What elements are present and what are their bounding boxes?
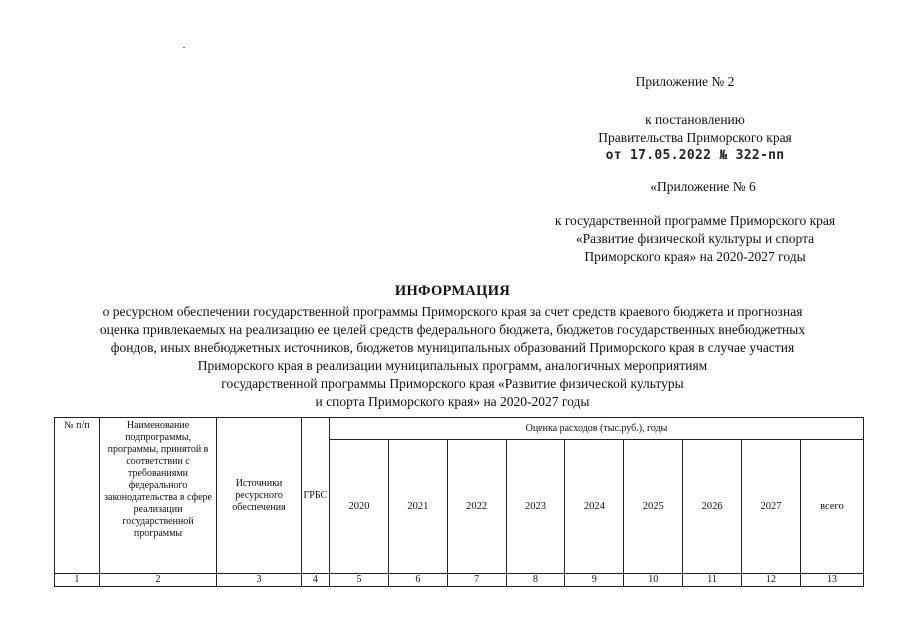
resource-table [54,417,864,587]
year-header: 2026 [683,440,742,574]
year-header: 2022 [447,440,506,574]
year-header: 2023 [506,440,565,574]
program-to-label: к государственной программе Приморского края [554,213,836,228]
index-cell: 8 [506,574,565,587]
index-cell: 11 [683,574,742,587]
subtitle-line: о ресурсном обеспечении государственной программы Приморского края за счет средств краевого бюджета и прогнозная [102,304,803,319]
table-header-row [55,418,864,440]
year-header: 2027 [742,440,801,574]
program-name-line-1: «Развитие физической культуры и спорта [575,231,815,246]
decree-date-number: от 17.05.2022 № 322-пп [605,148,785,163]
subtitle-line: оценка привлекаемых на реализацию ее целей средств федерального бюджета, бюджетов государственных внебюджетных [99,322,806,337]
government-label: Правительства Приморского края [598,130,792,145]
column-header-grbs: ГРБС [301,418,329,574]
document-subtitle [40,303,865,411]
subtitle-line: и спорта Приморского края» на 2020-2027 годы [315,394,590,409]
total-header: всего [800,440,863,574]
index-cell: 6 [388,574,447,587]
index-cell: 1 [55,574,100,587]
subtitle-line: Приморского края в реализации муниципальных программ, аналогичных мероприятиям [197,358,708,373]
index-cell: 9 [565,574,624,587]
index-cell: 7 [447,574,506,587]
year-header: 2025 [624,440,683,574]
table-index-row [55,574,864,587]
index-cell: 3 [217,574,301,587]
program-name-line-2: Приморского края» на 2020-2027 годы [584,249,806,264]
index-cell: 12 [742,574,801,587]
appendix-2-label: Приложение № 2 [635,74,735,89]
column-header-name: Наименование подпрограммы, программы, принятой в соответствии с требованиями федерального законодательства в сфере реализации государственной программы [99,418,217,574]
scan-speck [183,47,185,48]
index-cell: 13 [800,574,863,587]
subtitle-line: государственной программы Приморского края «Развитие физической культуры [221,376,684,391]
subtitle-line: фондов, иных внебюджетных источников, бюджетов муниципальных образований Приморского края в случае участия [110,340,795,355]
column-header-estimate: Оценка расходов (тыс.руб.), годы [330,418,864,440]
column-header-sources: Источники ресурсного обеспечения [217,418,301,574]
index-cell: 4 [301,574,329,587]
document-title: ИНФОРМАЦИЯ [394,283,511,299]
column-header-number: № п/п [55,418,100,574]
decree-reference [555,111,835,165]
year-header: 2020 [330,440,389,574]
year-header: 2021 [388,440,447,574]
decree-to-label: к постановлению [645,112,745,127]
index-cell: 10 [624,574,683,587]
index-cell: 2 [99,574,217,587]
index-cell: 5 [330,574,389,587]
program-reference [515,212,875,266]
year-header: 2024 [565,440,624,574]
appendix-6-label: «Приложение № 6 [650,179,756,194]
